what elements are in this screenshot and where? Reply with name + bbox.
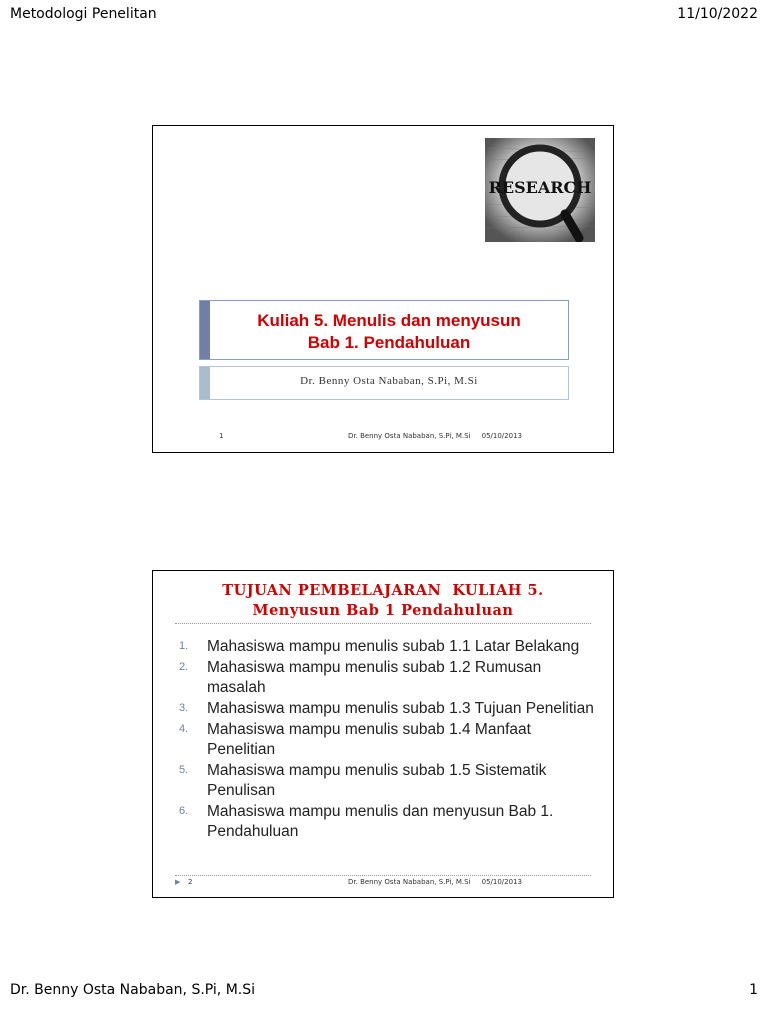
slide-2 — [152, 570, 614, 898]
item-number: 6. — [179, 805, 189, 817]
list-item — [179, 761, 599, 801]
page-header-date: 11/10/2022 — [677, 6, 758, 22]
item-text: Mahasiswa mampu menulis dan menyusun Bab 1. Pendahuluan — [207, 803, 554, 840]
slide2-number: 2 — [188, 878, 193, 886]
slide2-title — [163, 581, 603, 621]
slide2-title-line1: TUJUAN PEMBELAJARAN KULIAH 5. — [222, 582, 544, 599]
page-header-title: Metodologi Penelitan — [10, 6, 157, 22]
item-number: 2. — [179, 661, 189, 673]
title-accent-bar — [200, 301, 210, 359]
slide1-title — [214, 310, 564, 354]
research-label: RESEARCH — [488, 178, 592, 197]
objectives-list — [179, 637, 599, 843]
slide1-subtitle: Dr. Benny Osta Nababan, S.Pi, M.Si — [300, 375, 478, 387]
page-footer-author: Dr. Benny Osta Nababan, S.Pi, M.Si — [10, 982, 256, 998]
slide1-subtitle-box — [199, 366, 569, 400]
item-text: Mahasiswa mampu menulis subab 1.3 Tujuan Penelitian — [207, 700, 594, 717]
slide1-footer: Dr. Benny Osta Nababan, S.Pi, M.Si 05/10/2013 — [348, 432, 522, 440]
item-text: Mahasiswa mampu menulis subab 1.4 Manfaat Penelitian — [207, 721, 531, 758]
item-number: 3. — [179, 702, 189, 714]
slide1-title-line2: Bab 1. Pendahuluan — [307, 333, 471, 352]
item-text: Mahasiswa mampu menulis subab 1.2 Rumusan masalah — [207, 659, 542, 696]
research-magnifier-image — [485, 138, 595, 242]
slide2-footer: Dr. Benny Osta Nababan, S.Pi, M.Si 05/10/2013 — [348, 878, 522, 886]
page-number: 1 — [749, 982, 758, 998]
item-number: 1. — [179, 640, 189, 652]
item-number: 4. — [179, 723, 189, 735]
subtitle-accent-bar — [200, 367, 210, 399]
item-number: 5. — [179, 764, 189, 776]
slide1-number: 1 — [219, 432, 224, 440]
list-item — [179, 720, 599, 760]
slide1-title-line1: Kuliah 5. Menulis dan menyusun — [257, 311, 521, 330]
divider — [175, 623, 591, 624]
chevron-right-icon: ▶ — [175, 878, 181, 886]
divider — [175, 875, 591, 876]
item-text: Mahasiswa mampu menulis subab 1.5 Sistematik Penulisan — [207, 762, 547, 799]
list-item — [179, 802, 599, 842]
slide-1 — [152, 125, 614, 453]
list-item — [179, 637, 599, 657]
list-item — [179, 699, 599, 719]
item-text: Mahasiswa mampu menulis subab 1.1 Latar Belakang — [207, 638, 580, 655]
slide1-title-box — [199, 300, 569, 360]
slide2-title-line2: Menyusun Bab 1 Pendahuluan — [252, 602, 514, 619]
list-item — [179, 658, 599, 698]
